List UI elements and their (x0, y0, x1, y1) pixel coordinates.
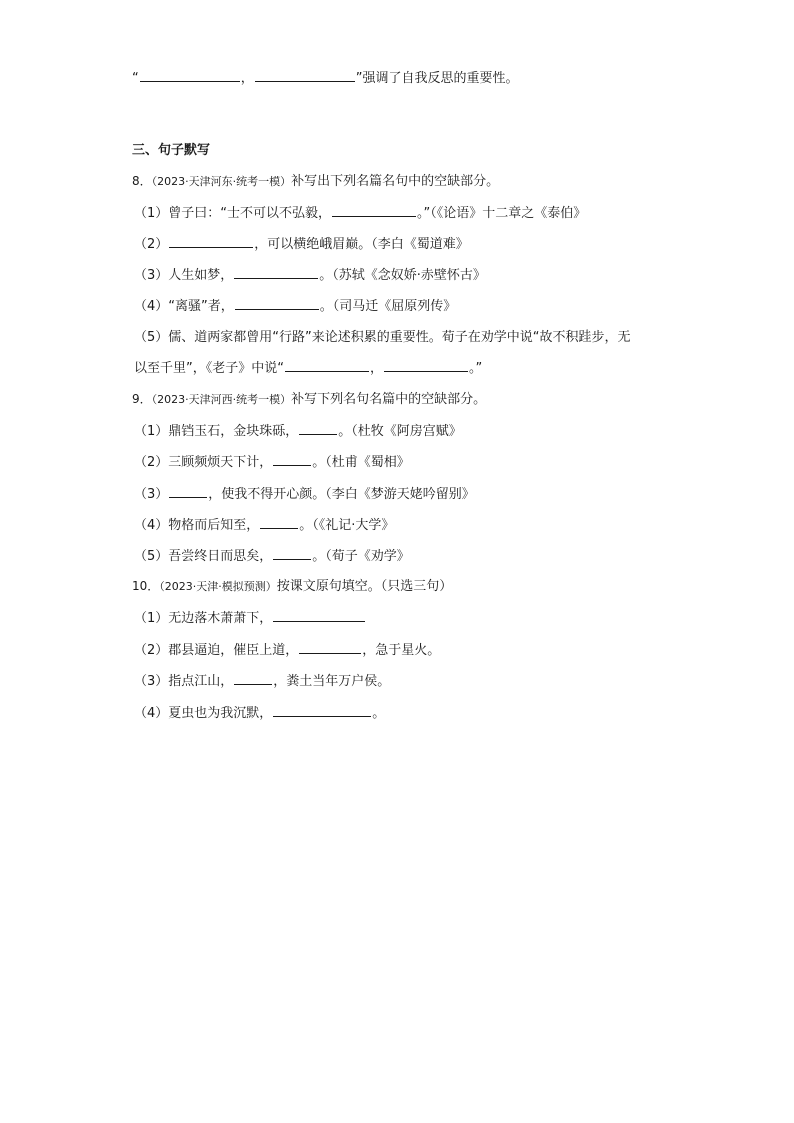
item-text: （3） (134, 487, 169, 502)
question-8-item-5-line-2 (134, 358, 482, 378)
item-text: （1）曾子曰：“士不可以不弘毅， (134, 206, 332, 221)
question-9-item-1 (134, 421, 462, 441)
item-text: （1）无边落木萧萧下， (134, 611, 273, 626)
question-8-item-4 (134, 296, 456, 316)
question-8-item-2 (134, 234, 469, 254)
item-text: 。 (372, 706, 386, 721)
item-text: （4）物格而后知至， (134, 518, 260, 533)
item-text: 以至千里”，《老子》中说“ (134, 361, 284, 376)
item-text: 。”（《论语》十二章之《泰伯》 (417, 206, 587, 221)
answer-blank[interactable] (285, 358, 369, 372)
open-quote: “ (132, 71, 139, 86)
item-text: （2）三顾频烦天下计， (134, 455, 273, 470)
answer-blank[interactable] (260, 515, 298, 529)
item-text: ，可以横绝峨眉巅。（李白《蜀道难》 (254, 237, 469, 252)
question-source: （2023·天津河西·统考一模） (151, 393, 292, 406)
question-10-header (132, 577, 452, 596)
question-number: 9． (132, 392, 152, 406)
answer-blank[interactable] (332, 203, 416, 217)
question-8-item-5-line-1: （5）儒、道两家都曾用“行路”来论述积累的重要性。荀子在劝学中说“故不积跬步，无 (134, 330, 631, 345)
question-9-header (132, 390, 486, 409)
section-heading: 三、句子默写 (132, 143, 211, 158)
question-instruction: 按课文原句填空。（只选三句） (276, 579, 453, 594)
question-source: （2023·天津·模拟预测） (159, 580, 277, 593)
item-text: ，使我不得开心颜。（李白《梦游天姥吟留别》 (208, 487, 475, 502)
item-text: （3）人生如梦， (134, 268, 234, 283)
question-instruction: 补写下列名句名篇中的空缺部分。 (291, 392, 487, 407)
item-text: 。” (469, 361, 483, 376)
question-9-item-5 (134, 546, 410, 566)
question-10-item-3 (134, 671, 390, 691)
question-10-item-2 (134, 640, 440, 660)
question-9-item-3 (134, 484, 475, 504)
intro-tail: ”强调了自我反思的重要性。 (355, 71, 519, 86)
item-text: ，粪土当年万户侯。 (273, 674, 391, 689)
answer-blank[interactable] (140, 68, 240, 82)
question-number: 8． (132, 174, 152, 188)
answer-blank[interactable] (299, 640, 361, 654)
answer-blank[interactable] (273, 546, 311, 560)
answer-blank[interactable] (235, 296, 319, 310)
answer-blank[interactable] (169, 484, 207, 498)
question-8-item-1 (134, 203, 586, 223)
question-8-header (132, 172, 499, 191)
item-text: （4）“离骚”者， (134, 299, 234, 314)
question-10-item-4 (134, 703, 385, 723)
item-text: ，急于星火。 (362, 643, 441, 658)
answer-blank[interactable] (234, 265, 318, 279)
item-text: （5）吾尝终日而思矣， (134, 549, 273, 564)
item-text: （2）郡县逼迫，催臣上道， (134, 643, 299, 658)
item-text: 。（杜牧《阿房宫赋》 (338, 424, 462, 439)
item-text: （3）指点江山， (134, 674, 234, 689)
item-text: （2） (134, 237, 169, 252)
answer-blank[interactable] (255, 68, 355, 82)
answer-blank[interactable] (273, 703, 371, 717)
item-text: ， (369, 361, 383, 376)
item-text: （1）鼎铛玉石，金块珠砾， (134, 424, 299, 439)
item-text: 。（苏轼《念奴娇·赤壁怀古》 (319, 268, 486, 283)
item-text: （4）夏虫也为我沉默， (134, 706, 273, 721)
item-text: 。（荀子《劝学》 (312, 549, 410, 564)
question-number: 10． (132, 579, 160, 593)
comma: ， (240, 71, 254, 86)
answer-blank[interactable] (234, 671, 272, 685)
answer-blank[interactable] (273, 608, 365, 622)
item-text: 。（《礼记·大学》 (299, 518, 395, 533)
answer-blank[interactable] (169, 234, 253, 248)
intro-line (132, 68, 519, 88)
item-text: 。（杜甫《蜀相》 (312, 455, 410, 470)
question-8-item-3 (134, 265, 486, 285)
question-10-item-1 (134, 608, 366, 628)
answer-blank[interactable] (384, 358, 468, 372)
question-source: （2023·天津河东·统考一模） (151, 175, 292, 188)
question-9-item-2 (134, 452, 410, 472)
answer-blank[interactable] (273, 452, 311, 466)
question-instruction: 补写出下列名篇名句中的空缺部分。 (291, 174, 500, 189)
question-9-item-4 (134, 515, 394, 535)
item-text: 。（司马迁《屈原列传》 (319, 299, 457, 314)
answer-blank[interactable] (299, 421, 337, 435)
